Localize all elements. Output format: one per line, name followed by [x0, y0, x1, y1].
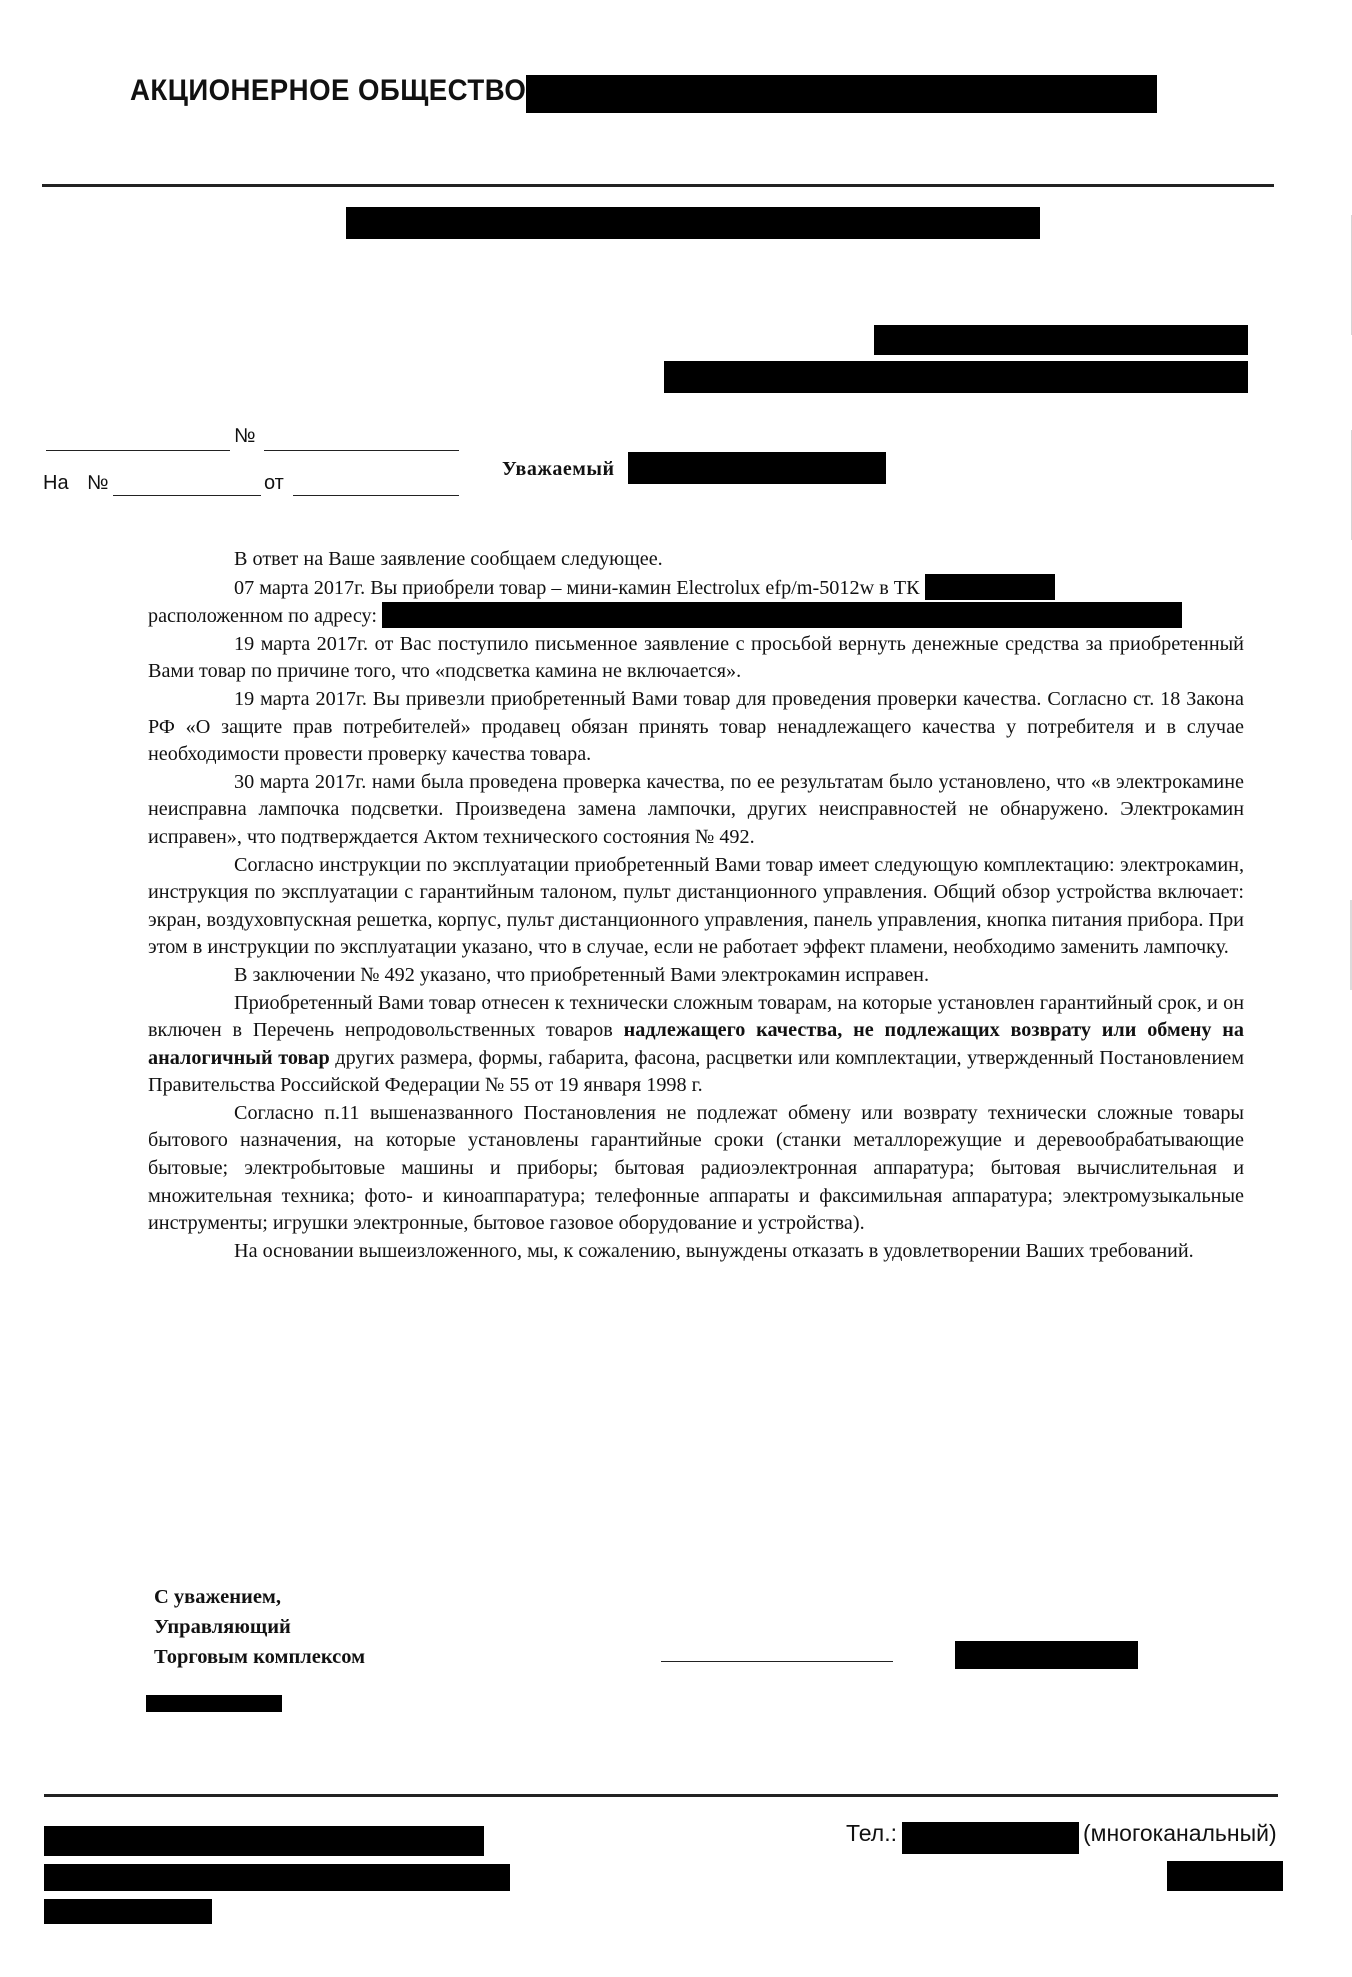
redacted-store-address	[382, 602, 1182, 628]
redacted-letterhead-line	[346, 207, 1040, 239]
redacted-recipient-name	[874, 325, 1248, 355]
purchase-text: 07 марта 2017г. Вы приобрели товар – мини-камин Electrolux efp/m-5012w в ТК	[234, 576, 920, 599]
paragraph-inspection: 19 марта 2017г. Вы привезли приобретенный Вами товар для проведения проверки качества. Согласно ст. 18 Закона РФ «О защите прав потребителей» продавец обязан принять товар ненадлежащего качества у потребителя и в случае необходимости провести проверку качества товара.	[148, 687, 1244, 766]
redacted-footer-address-1	[44, 1826, 484, 1856]
paragraph-clause-11: Согласно п.11 вышеназванного Постановления не подлежат обмену или возврату технически сложные товары бытового назначения, на которые установлены гарантийные сроки (станки металлорежущие и деревообрабатывающие бытовые; электробытовые машины и приборы; бытовая радиоэлектронная аппаратура; бытовая вычислительная и множительная техника; фото- и киноаппаратура; телефонные аппараты и факсимильная аппаратура; электромузыкальные инструменты; игрушки электронные, бытовое газовое оборудование и устройства).	[148, 1101, 1244, 1235]
signoff-position: Управляющий	[154, 1616, 291, 1638]
header-divider	[42, 184, 1274, 187]
redacted-signatory-name	[955, 1641, 1138, 1669]
redacted-store-name	[925, 574, 1055, 600]
phone-note: (многоканальный)	[1083, 1820, 1277, 1846]
in-reply-number-sign: №	[87, 472, 109, 494]
redacted-footer-address-3	[44, 1899, 212, 1924]
redacted-phone-number	[902, 1822, 1079, 1854]
signature-line	[661, 1661, 893, 1662]
regulation-text-bold: надлежащего качества, не подлежащих возврату или обмену на аналогичный товар	[148, 1019, 1244, 1069]
redacted-signatory-code	[146, 1695, 282, 1712]
paragraph-purchase	[148, 574, 1244, 603]
redacted-company-name	[526, 75, 1157, 113]
redacted-recipient-address	[664, 361, 1248, 393]
signature-block	[154, 1582, 365, 1672]
footer-divider	[44, 1794, 1278, 1797]
paragraph-claim: 19 марта 2017г. от Вас поступило письменное заявление с просьбой вернуть денежные средства за приобретенный Вами товар по причине того, что «подсветка камина не включается».	[148, 632, 1244, 683]
paragraph-regulation	[148, 990, 1244, 1100]
paragraph-conclusion: В заключении № 492 указано, что приобретенный Вами электрокамин исправен.	[234, 963, 930, 986]
company-title: АКЦИОНЕРНОЕ ОБЩЕСТВО	[130, 74, 527, 107]
in-reply-number-field	[113, 495, 261, 496]
in-reply-prefix: На	[43, 472, 69, 494]
paragraph-results: 30 марта 2017г. нами была проведена проверка качества, по ее результатам было установлено, что «в электрокамине неисправна лампочка подсветки. Произведена замена лампочки, других неисправностей не обнаружено. Электрокамин исправен», что подтверждается Актом технического состояния № 492.	[148, 770, 1244, 848]
signoff-department: Торговым комплексом	[154, 1646, 366, 1668]
in-reply-date-field	[293, 495, 459, 496]
paragraph-refusal: На основании вышеизложенного, мы, к сожалению, вынуждены отказать в удовлетворении Ваших требований.	[234, 1239, 1194, 1262]
paragraph-intro: В ответ на Ваше заявление сообщаем следующее.	[234, 548, 663, 570]
phone-label: Тел.:	[846, 1820, 897, 1846]
redacted-addressee-name	[628, 452, 886, 484]
paragraph-address	[148, 602, 1244, 631]
regulation-text-a: Приобретенный Вами товар отнесен к технически сложным товарам, на которые установлен гарантийный срок, и он включен в Перечень непродовольственных товаров	[148, 991, 1244, 1042]
in-reply-date-prefix: от	[264, 472, 284, 494]
paragraph-instructions: Согласно инструкции по эксплуатации приобретенный Вами товар имеет следующую комплектацию: электрокамин, инструкция по эксплуатации с гарантийным талоном, пульт дистанционного управления. Общий обзор устройства включает: экран, воздуховпускная решетка, корпус, пульт дистанционного управления, панель управления, кнопка питания прибора. При этом в инструкции по эксплуатации указано, что в случае, если не работает эффект пламени, необходимо заменить лампочку.	[148, 853, 1244, 959]
outgoing-date-field	[46, 450, 230, 451]
letter-body	[148, 546, 1244, 1265]
regulation-text-b: других размера, формы, габарита, фасона, расцветки или комплектации, утвержденный Постановлением Правительства Российской Федерации № 55 от 19 января 1998 г.	[148, 1046, 1245, 1097]
redacted-footer-address-2	[44, 1864, 510, 1891]
address-label: расположенном по адресу:	[148, 605, 377, 628]
signoff-regards: С уважением,	[154, 1586, 282, 1608]
outgoing-number-field	[264, 450, 459, 451]
redacted-footer-extra	[1167, 1861, 1283, 1891]
outgoing-number-sign: №	[234, 425, 256, 447]
salutation: Уважаемый	[502, 458, 615, 480]
